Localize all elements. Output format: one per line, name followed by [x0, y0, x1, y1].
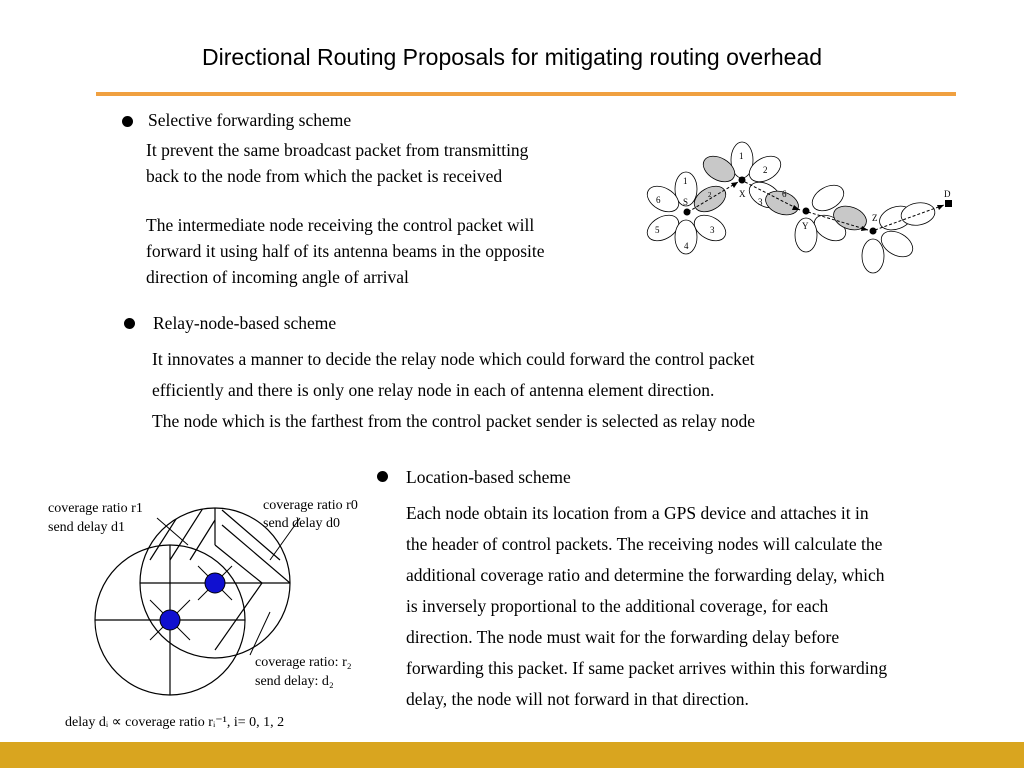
beam-label: 1 [739, 151, 744, 161]
pointer-line [250, 612, 270, 655]
beam-label: 6 [782, 189, 787, 199]
title-divider [96, 92, 956, 96]
section3-line: direction. The node must wait for the forwarding delay before [406, 627, 840, 647]
hatch-line [190, 520, 215, 560]
beam-label: 5 [655, 225, 660, 235]
node-label-s: S [683, 197, 689, 207]
label-d2: send delay: d₂ [255, 674, 334, 689]
footer-bar [0, 742, 1024, 768]
bullet-icon [124, 318, 135, 329]
section1-para2-line: The intermediate node receiving the control packet will [146, 215, 535, 235]
beam-petal [862, 239, 884, 273]
label-r0: coverage ratio r0 [263, 498, 358, 513]
title-divider-bar [96, 92, 956, 96]
label-r2: coverage ratio: r₂ [255, 655, 352, 670]
hatch-line [222, 525, 290, 583]
hatch-line [150, 505, 185, 560]
antenna-beam-diagram [640, 138, 960, 280]
node-lower [160, 610, 180, 630]
section3-heading: Location-based scheme [406, 467, 571, 487]
section2-line: efficiently and there is only one relay node in each of antenna element direction. [152, 380, 715, 400]
arrowhead-icon [937, 205, 944, 210]
section3-line: the header of control packets. The receiving nodes will calculate the [406, 534, 883, 554]
section3-line: is inversely proportional to the additional coverage, for each [406, 596, 829, 616]
node-y [803, 208, 810, 215]
label-d1: send delay d1 [48, 520, 125, 535]
section2-heading: Relay-node-based scheme [153, 313, 337, 333]
slide-title: Directional Routing Proposals for mitigating routing overhead [201, 44, 823, 70]
node-label-d: D [944, 189, 951, 199]
beam-label: 3 [710, 225, 715, 235]
node-label-z: Z [872, 213, 878, 223]
beam-label: 2 [708, 191, 712, 199]
node-d [945, 200, 952, 207]
beam-label: 4 [684, 241, 689, 251]
node-label-y: Y [802, 221, 809, 231]
section3-body [406, 498, 887, 715]
section3-line: Each node obtain its location from a GPS device and attaches it in [406, 503, 869, 523]
section3-line: additional coverage ratio and determine the forwarding delay, which [406, 565, 885, 585]
section3-line: delay, the node will not forward in that direction. [406, 689, 749, 709]
boundary-line [215, 583, 262, 650]
node-z [870, 228, 877, 235]
section1-heading: Selective forwarding scheme [148, 110, 352, 130]
beam-label: 2 [763, 165, 768, 175]
footer-bar-fill [0, 742, 1024, 768]
section2-body [152, 344, 755, 437]
section1-para1-line: It prevent the same broadcast packet from transmitting [146, 140, 529, 160]
section1-para2-line: direction of incoming angle of arrival [146, 267, 409, 287]
delay-formula: delay dᵢ ∝ coverage ratio rᵢ⁻¹, i= 0, 1, 2 [65, 715, 285, 730]
label-d0: send delay d0 [263, 516, 340, 531]
section1-para2-line: forward it using half of its antenna beams in the opposite [146, 241, 545, 261]
section2-line: It innovates a manner to decide the relay node which could forward the control packet [152, 349, 755, 369]
beam-label: 6 [656, 195, 661, 205]
node-s [684, 209, 691, 216]
node-upper [205, 573, 225, 593]
bullet-icon [377, 471, 388, 482]
section2-line: The node which is the farthest from the control packet sender is selected as relay node [152, 411, 756, 431]
section1-para2 [146, 212, 545, 290]
node-x [739, 177, 746, 184]
coverage-ratio-diagram [40, 490, 390, 740]
section1-para1 [146, 137, 528, 189]
node-label-x: X [739, 189, 746, 199]
beam-label: 1 [683, 176, 688, 186]
beam-label: 3 [758, 197, 763, 207]
section1-para1-line: back to the node from which the packet is received [146, 166, 503, 186]
bullet-icon [122, 116, 133, 127]
section3-line: forwarding this packet. If same packet arrives within this forwarding [406, 658, 888, 678]
label-r1: coverage ratio r1 [48, 501, 143, 516]
